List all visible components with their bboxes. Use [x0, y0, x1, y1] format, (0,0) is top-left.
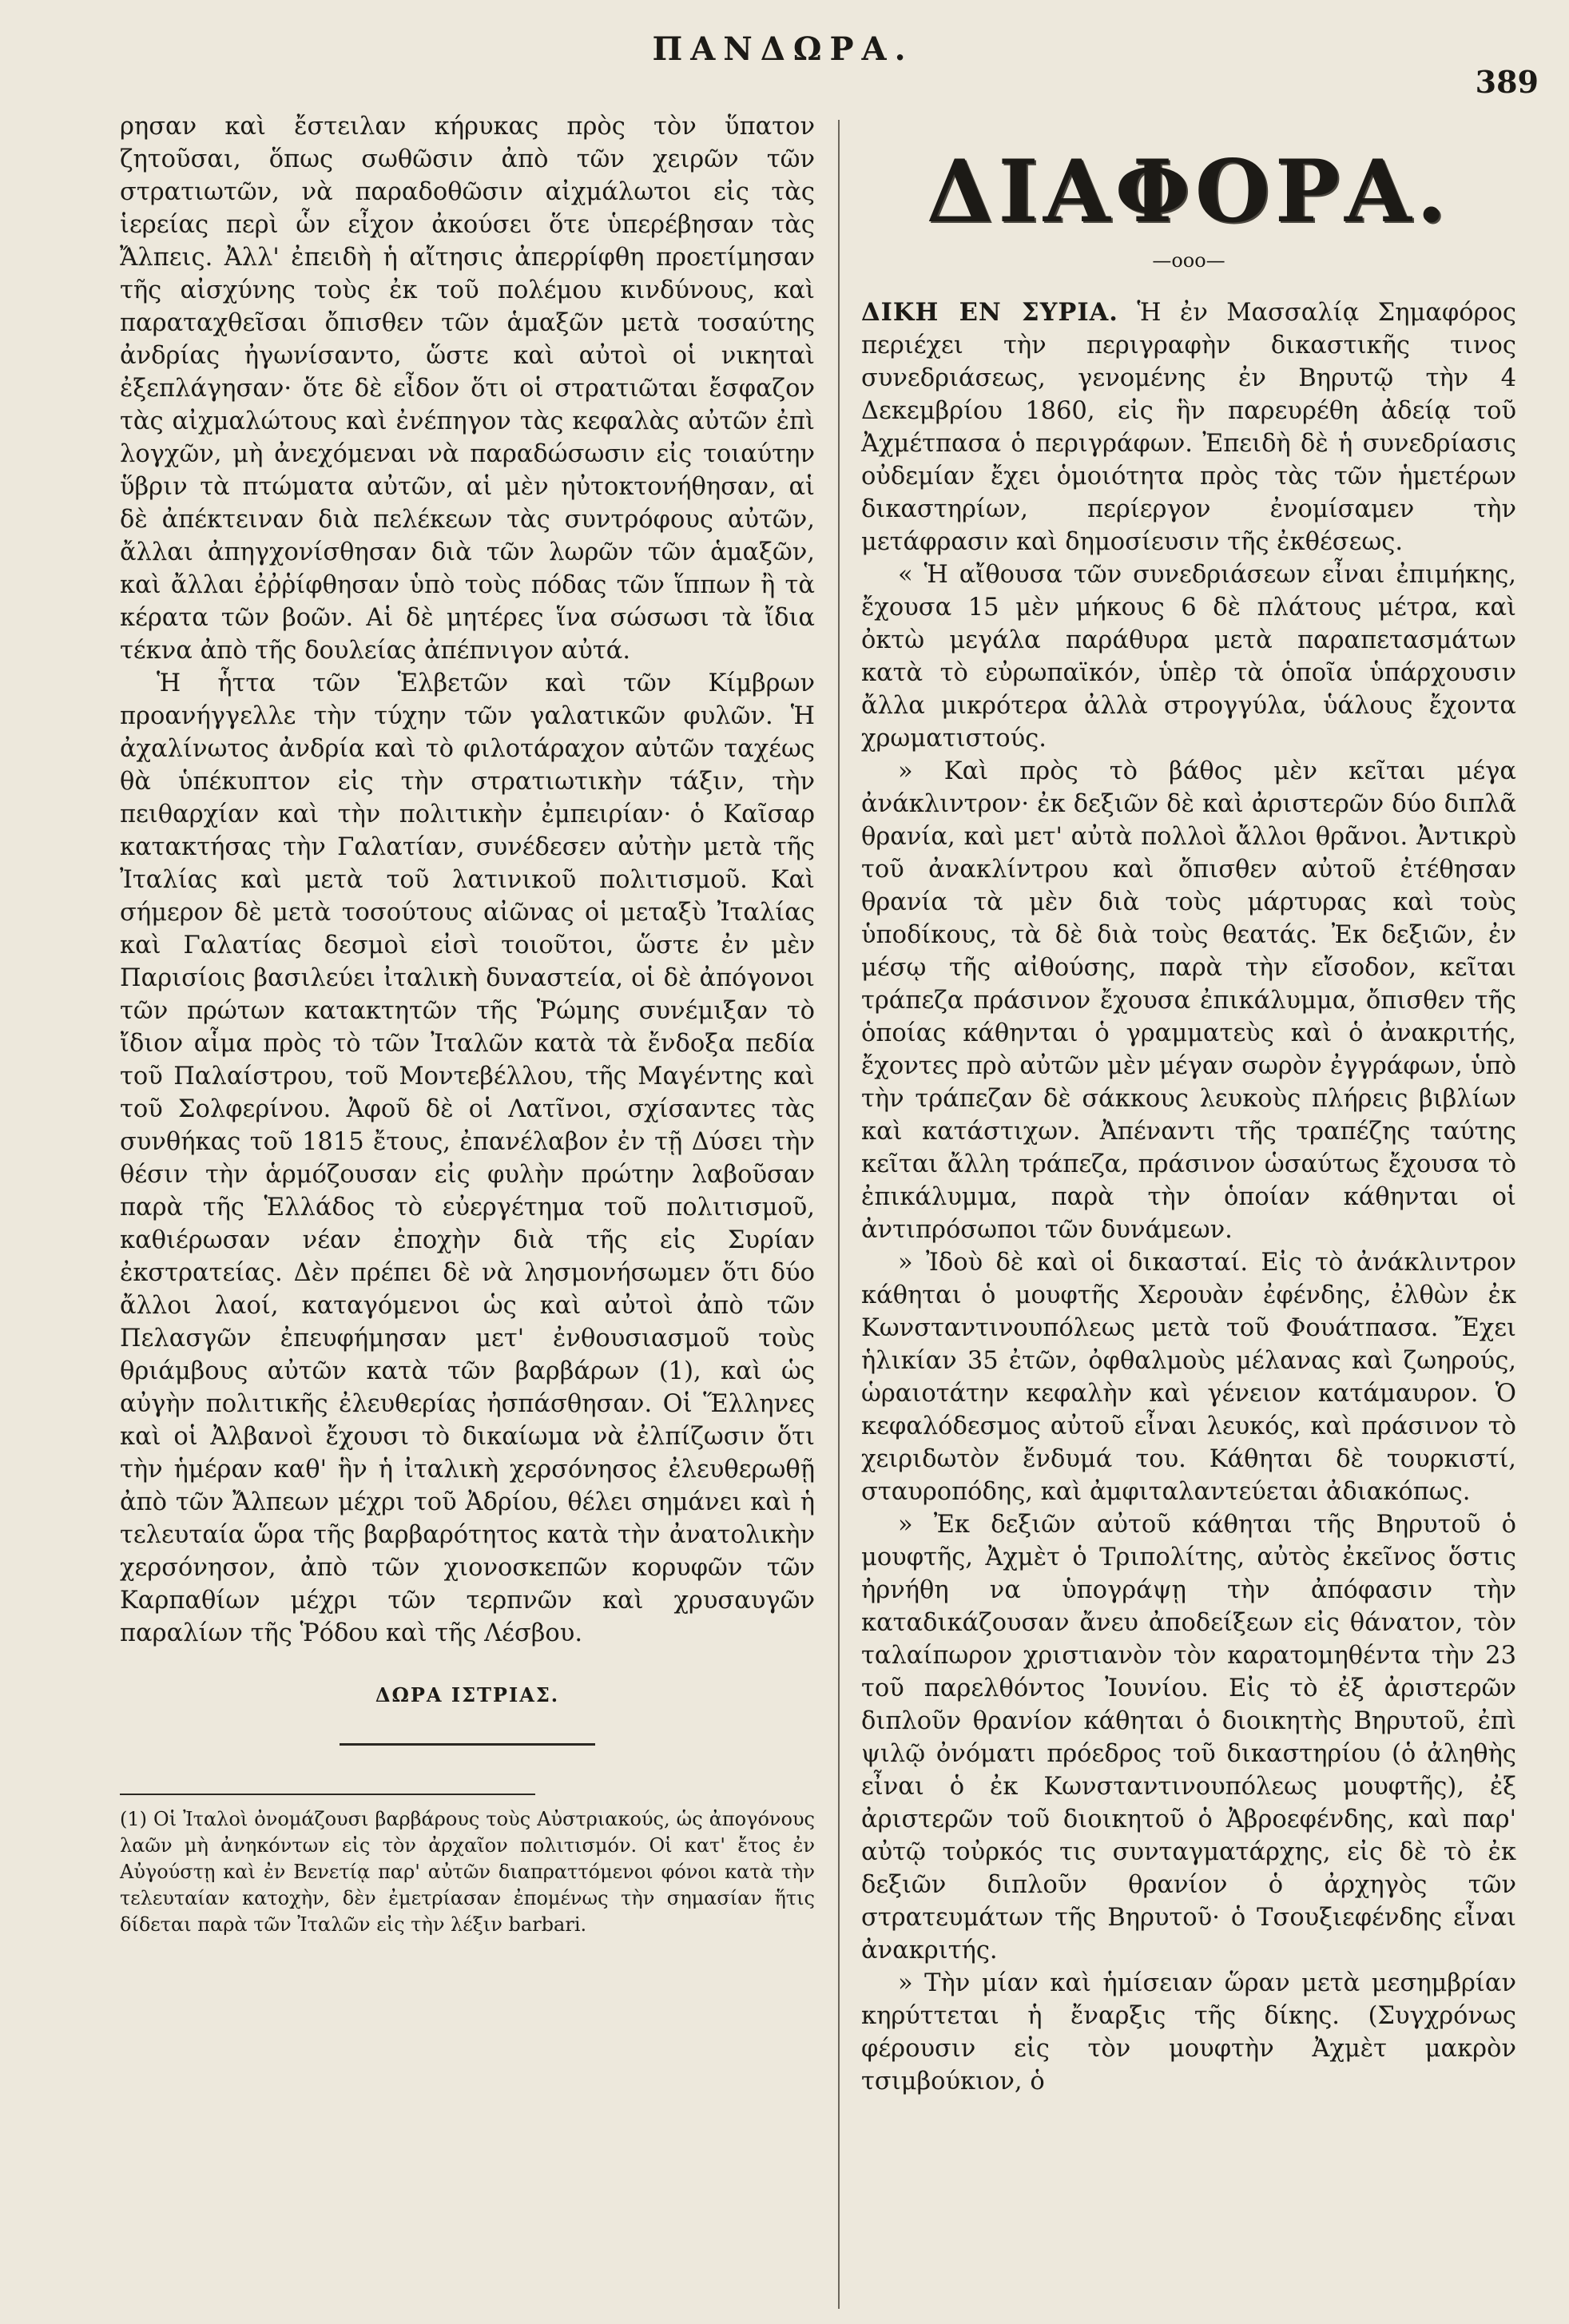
author-signature: ΔΩΡΑ ΙΣΤΡΙΑΣ. [375, 1683, 560, 1706]
page-number: 389 [1475, 64, 1539, 100]
right-paragraph-5: » Τὴν μίαν καὶ ἡμίσειαν ὥραν μετὰ μεσημβρίαν κηρύττεται ἡ ἔναρξις τῆς δίκης. (Συγχρόνως φέρουσιν εἰς τὸν μουφτὴν Ἀχμὲτ μακρὸν τσιμβούκιον, ὁ [861, 1969, 1516, 2096]
right-paragraph-1: « Ἡ αἴθουσα τῶν συνεδριάσεων εἶναι ἐπιμήκης, ἔχουσα 15 μὲν μήκους 6 δὲ πλάτους μέτρα, καὶ ὀκτὼ μεγάλα παράθυρα μετὰ παραπετασμάτων κατὰ τὸ εὐρωπαϊκόν, ὑπὲρ τὰ ὁποῖα ὑπάρχουσιν ἄλλα μικρότερα ἀλλὰ στρογγύλα, ὑάλους ἔχοντα χρωματιστούς. [861, 561, 1516, 753]
left-paragraph-1: ρησαν καὶ ἔστειλαν κήρυκας πρὸς τὸν ὕπατον ζητοῦσαι, ὅπως σωθῶσιν ἀπὸ τῶν χειρῶν τῶν στρατιωτῶν, νὰ παραδοθῶσιν αἰχμάλωτοι εἰς τὰς ἱερείας περὶ ὧν εἶχον ἀκούσει ὅτε ὑπερέβησαν τὰς Ἄλπεις. Ἀλλ' ἐπειδὴ ἡ αἴτησις ἀπερρίφθη προετίμησαν τῆς αἰσχύνης τοὺς ἐκ τοῦ πολέμου κινδύνους, καὶ παραταχθεῖσαι ὄπισθεν τῶν ἁμαξῶν μετὰ τοσαύτης ἀνδρίας ἠγωνίσαντο, ὥστε καὶ αὐτοὶ οἱ νικηταὶ ἐξεπλάγησαν· ὅτε δὲ εἶδον ὅτι οἱ στρατιῶται ἔσφαζον τὰς αἰχμαλώτους καὶ ἐνέπηγον τὰς κεφαλὰς αὐτῶν ἐπὶ λογχῶν, μὴ ἀνεχόμεναι νὰ παραδώσωσιν εἰς τοιαύτην ὕβριν τὰ πτώματα αὐτῶν, αἱ μὲν ηὐτοκτονήθησαν, αἱ δὲ ἀπέκτειναν διὰ πελέκεων τὰς συντρόφους αὐτῶν, ἄλλαι ἀπηγχονίσθησαν διὰ τῶν λωρῶν τῶν ἁμαξῶν, καὶ ἄλλαι ἐῤῥίφθησαν ὑπὸ τοὺς πόδας τῶν ἵππων ἢ τὰ κέρατα τῶν βοῶν. Αἱ δὲ μητέρες ἵνα σώσωσι τὰ ἴδια τέκνα ἀπὸ τῆς δουλείας ἀπέπνιγον αὐτά. [120, 113, 815, 665]
footnote: (1) Οἱ Ἰταλοὶ ὀνομάζουσι βαρβάρους τοὺς Αὐστριακούς, ὡς ἀπογόνους λαῶν μὴ ἀνηκόντων εἰς τὸν ἀρχαῖον πολιτισμόν. Οἱ κατ' ἔτος ἐν Αὐγούστῃ καὶ ἐν Βενετίᾳ παρ' αὐτῶν διαπραττόμενοι φόνοι κατὰ τὴν τελευταίαν κατοχὴν, δὲν ἐμετρίασαν ἐπομένως τὴν σημασίαν ἥτις δίδεται παρὰ τῶν Ἰταλῶν εἰς τὴν λέξιν barbari. [120, 1808, 815, 1936]
article-intro-paragraph [861, 296, 1516, 558]
left-paragraph-2: Ἡ ἧττα τῶν Ἑλβετῶν καὶ τῶν Κίμβρων προανήγγελλε τὴν τύχην τῶν γαλατικῶν φυλῶν. Ἡ ἀχαλίνωτος ἀνδρία καὶ τὸ φιλοτάραχον αὐτῶν ταχέως θὰ ὑπέκυπτον εἰς τὴν στρατιωτικὴν τάξιν, τὴν πειθαρχίαν καὶ τὴν πολιτικὴν ἐμπειρίαν· ὁ Καῖσαρ κατακτήσας τὴν Γαλατίαν, συνέδεσεν αὐτὴν μετὰ τῆς Ἰταλίας καὶ μετὰ τοῦ λατινικοῦ πολιτισμοῦ. Καὶ σήμερον δὲ μετὰ τοσούτους αἰῶνας οἱ μεταξὺ Ἰταλίας καὶ Γαλατίας δεσμοὶ εἰσὶ τοιοῦτοι, ὥστε ἐν μὲν Παρισίοις βασιλεύει ἰταλικὴ δυναστεία, οἱ δὲ ἀπόγονοι τῶν πρώτων κατακτητῶν τῆς Ῥώμης συνέμιξαν τὸ ἴδιον αἷμα πρὸς τὸ τῶν Ἰταλῶν κατὰ τὰ ἔνδοξα πεδία τοῦ Παλαίστρου, τοῦ Μοντεβέλλου, τῆς Μαγέντης καὶ τοῦ Σολφερίνου. Ἀφοῦ δὲ οἱ Λατῖνοι, σχίσαντες τὰς συνθήκας τοῦ 1815 ἔτους, ἐπανέλαβον ἐν τῇ Δύσει τὴν θέσιν τὴν ἁρμόζουσαν εἰς φυλὴν πρώτην λαβοῦσαν παρὰ τῆς Ἑλλάδος τὸ εὐεργέτημα τοῦ πολιτισμοῦ, καθιέρωσαν νέαν ἐποχὴν διὰ τῆς εἰς Συρίαν ἐκστρατείας. Δὲν πρέπει δὲ νὰ λησμονήσωμεν ὅτι δύο ἄλλοι λαοί, καταγόμενοι ὡς καὶ αὐτοὶ ἀπὸ τῶν Πελασγῶν ἐπευφήμησαν μετ' ἐνθουσιασμοῦ τοὺς θριάμβους αὐτῶν κατὰ τῶν βαρβάρων (1), καὶ ὡς αὐγὴν πολιτικῆς ἐλευθερίας ἠσπάσθησαν. Οἱ Ἕλληνες καὶ οἱ Ἀλβανοὶ ἔχουσι τὸ δικαίωμα νὰ ἐλπίζωσιν ὅτι τὴν ἡμέραν καθ' ἣν ἡ ἰταλικὴ χερσόνησος ἐλευθερωθῇ ἀπὸ τῶν Ἄλπεων μέχρι τοῦ Ἀδρίου, θέλει σημάνει καὶ ἡ τελευταία ὥρα τῆς βαρβαρότητος κατὰ τὴν ἀνατολικὴν χερσόνησον, ἀπὸ τῶν χιονοσκεπῶν κορυφῶν τῶν Καρπαθίων μέχρι τῶν τερπνῶν καὶ χρυσαυγῶν παραλίων τῆς Ῥόδου καὶ τῆς Λέσβου. [120, 669, 815, 1647]
column-divider [838, 120, 840, 2309]
footnote-rule [120, 1794, 535, 1795]
article-title: ΔΙΚΗ ΕΝ ΣΥΡΙΑ. [861, 298, 1118, 327]
right-paragraph-3: » Ἰδοὺ δὲ καὶ οἱ δικασταί. Εἰς τὸ ἀνάκλιντρον κάθηται ὁ μουφτῆς Χερουὰν ἐφένδης, ἐλθὼν ἐκ Κωνσταντινουπόλεως μετὰ τοῦ Φουάτπασα. Ἔχει ἡλικίαν 35 ἐτῶν, ὀφθαλμοὺς μέλανας καὶ ζωηρούς, ὡραιοτάτην κεφαλὴν καὶ γένειον κατάμαυρον. Ὁ κεφαλόδεσμος αὐτοῦ εἶναι λευκός, καὶ πράσινον τὸ χειριδωτὸν ἔνδυμά του. Κάθηται δὲ τουρκιστί, σταυροπόδης, καὶ ἀμφιταλαντεύεται ἀδιακόπως. [861, 1249, 1516, 1506]
ornament-divider: —οοο— [1152, 249, 1225, 272]
right-paragraph-2: » Καὶ πρὸς τὸ βάθος μὲν κεῖται μέγα ἀνάκλιντρον· ἐκ δεξιῶν δὲ καὶ ἀριστερῶν δύο διπλᾶ θρανία, καὶ μετ' αὐτὰ πολλοὶ ἄλλοι θρᾶνοι. Ἀντικρὺ τοῦ ἀνακλίντρου καὶ ὄπισθεν αὐτοῦ ἐτέθησαν θρανία τὰ μὲν διὰ τοὺς μάρτυρας καὶ τοὺς ὑποδίκους, τὰ δὲ διὰ τοὺς θεατάς. Ἐκ δεξιῶν, ἐν μέσῳ τῆς αἰθούσης, παρὰ τὴν εἴσοδον, κεῖται τράπεζα πράσινον ἔχουσα ἐπικάλυμμα, ὄπισθεν τῆς ὁποίας κάθηνται ὁ γραμματεὺς καὶ ὁ ἀνακριτής, ἔχοντες πρὸ αὐτῶν μὲν μέγαν σωρὸν ἐγγράφων, ὑπὸ τὴν τράπεζαν δὲ σάκκους λευκοὺς πλήρεις βιβλίων καὶ κατάστιχων. Ἀπέναντι τῆς τραπέζης ταύτης κεῖται ἄλλη τράπεζα, πράσινον ὡσαύτως ἔχουσα τὸ ἐπικάλυμμα, παρὰ τὴν ὁποίαν κάθηνται οἱ ἀντιπρόσωποι τῶν δυνάμεων. [861, 757, 1516, 1244]
left-column [120, 110, 815, 1938]
end-rule [340, 1743, 595, 1746]
article-intro: Ἡ ἐν Μασσαλίᾳ Σημαφόρος περιέχει τὴν περιγραφὴν δικαστικῆς τινος συνεδριάσεως, γενομένης ἐν Βηρυτῷ τὴν 4 Δεκεμβρίου 1860, εἰς ἣν παρευρέθη ἀδείᾳ τοῦ Ἀχμέτπασα ὁ περιγράφων. Ἐπειδὴ δὲ ἡ συνεδρίασις οὐδεμίαν ἔχει ὁμοιότητα πρὸς τὰς τῶν ἡμετέρων δικαστηρίων, περίεργον ἐνομίσαμεν τὴν μετάφρασιν καὶ δημοσίευσιν τῆς ἐκθέσεως. [861, 299, 1516, 556]
right-paragraph-4: » Ἐκ δεξιῶν αὐτοῦ κάθηται τῆς Βηρυτοῦ ὁ μουφτῆς, Ἀχμὲτ ὁ Τριπολίτης, αὐτὸς ἐκεῖνος ὅστις ἠρνήθη να ὑπογράψῃ τὴν ἀπόφασιν τὴν καταδικάζουσαν ἄνευ ἀποδείξεων εἰς θάνατον, τὸν ταλαίπωρον χριστιανὸν τὸν καρατομηθέντα τὴν 23 τοῦ παρελθόντος Ἰουνίου. Εἰς τὸ ἐξ ἀριστερῶν διπλοῦν θρανίον κάθηται ὁ διοικητὴς Βηρυτοῦ, ἐπὶ ψιλῷ ὀνόματι πρόεδρος τοῦ δικαστηρίου (ὁ ἀληθὴς εἶναι ὁ ἐκ Κωνσταντινουπόλεως μουφτῆς), ἐξ ἀριστερῶν τοῦ διοικητοῦ ὁ Ἀβροεφένδης, καὶ παρ' αὐτῷ τοὐρκός τις συνταγματάρχης, εἰς δὲ τὸ ἐκ δεξιῶν διπλοῦν θρανίον ὁ ἀρχηγὸς τῶν στρατευμάτων τῆς Βηρυτοῦ· ὁ Τσουξιεφένδης εἶναι ἀνακριτής. [861, 1511, 1516, 1964]
right-column [861, 136, 1516, 2098]
page-header-title: ΠΑΝΔΩΡΑ. [652, 30, 914, 68]
section-heading: ΔΙΑΦΟΡΑ. [926, 141, 1452, 242]
